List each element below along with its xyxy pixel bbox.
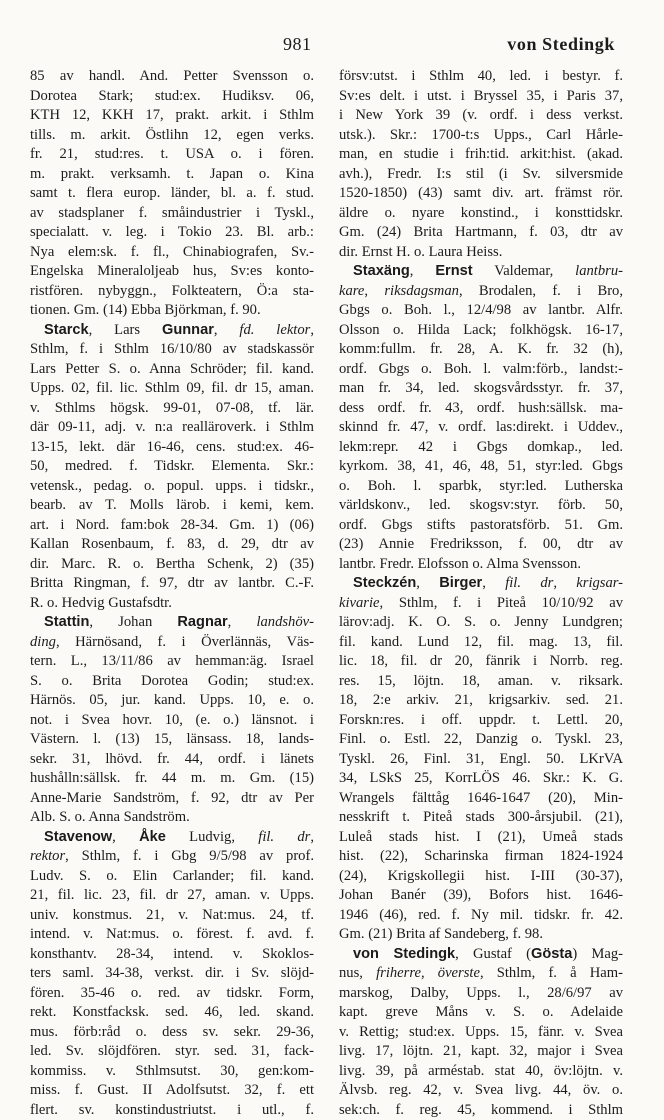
- text-line: 18, 2:e arkiv. 21, krigsarkiv. sed. 21.: [339, 691, 623, 711]
- text-line: ding, Härnösand, f. i Överlännäs, Väs-: [30, 633, 314, 653]
- text-line: m. prakt. verksamh. t. Japan o. Kina: [30, 165, 314, 185]
- text-line: konsthantv. 28-34, intend. v. Skoklos-: [30, 945, 314, 965]
- text-line: nesskrift t. Piteå stads 300-årsjubil. (21),: [339, 808, 623, 828]
- text-line: Alb. S. o. Anna Sandström.: [30, 808, 314, 828]
- text-line: Tyskl. 26, Finl. 31, Engl. 50. LKrVA: [339, 750, 623, 770]
- text-line: Johan Banér (39), Bofors hist. 1646-: [339, 886, 623, 906]
- text-line: Sthlm, f. i Sthlm 16/10/80 av stadskassör: [30, 340, 314, 360]
- text-line: Luleå stads hist. I (21), Umeå stads: [339, 828, 623, 848]
- text-line: Lars Petter S. o. Anna Schröder; fil. kand.: [30, 360, 314, 380]
- text-line: kapt. greve Måns v. S. o. Adelaide: [339, 1003, 623, 1023]
- text-line: specialatt. v. leg. i Tokio 23. Bl. arb.:: [30, 223, 314, 243]
- text-line: Ludv. S. o. Elin Carlander; fil. kand.: [30, 867, 314, 887]
- text-line: Anne-Marie Sandström, f. 92, dtr av Per: [30, 789, 314, 809]
- text-line: flert. sv. konstindustriutst. i utl., f.: [30, 1101, 314, 1120]
- text-line: Upps. 02, fil. lic. Sthlm 09, fil. dr 15, aman.: [30, 379, 314, 399]
- text-line: nus, friherre, överste, Sthlm, f. å Ham-: [339, 964, 623, 984]
- text-line: Finl. o. Estl. 22, Danzig o. Tyskl. 23,: [339, 730, 623, 750]
- text-line: intend. v. Nat:mus. o. förest. f. avd. f.: [30, 925, 314, 945]
- page-number: 981: [283, 34, 312, 55]
- text-line: rekt. Konstfacksk. sed. 46, led. skand.: [30, 1003, 314, 1023]
- text-line: Staxäng, Ernst Valdemar, lantbru-: [339, 262, 623, 282]
- text-line: von Stedingk, Gustaf (Gösta) Mag-: [339, 945, 623, 965]
- text-line: samt t. flera europ. länder, bl. a. f. stud.: [30, 184, 314, 204]
- text-line: rektor, Sthlm, f. i Gbg 9/5/98 av prof.: [30, 847, 314, 867]
- text-line: S. o. Brita Dorotea Godin; stud:ex.: [30, 672, 314, 692]
- right-column: [339, 67, 623, 1120]
- text-line: miss. f. Gust. II Adolfsutst. 32, f. ett: [30, 1081, 314, 1101]
- text-line: avh.), Fredr. I:s stil (i Sv. silversmide: [339, 165, 623, 185]
- text-line: ordf. Gbgs stifts pastoratsförb. 51. Gm.: [339, 516, 623, 536]
- text-line: (24), Krigskollegii hist. I-III (30-37),: [339, 867, 623, 887]
- text-line: fören. 35-46 o. red. av tidskr. Form,: [30, 984, 314, 1004]
- text-line: res. 15, löjtn. 18, aman. v. riksark.: [339, 672, 623, 692]
- text-line: kivarie, Sthlm, f. i Piteå 10/10/92 av: [339, 594, 623, 614]
- text-line: o. Boh. l. sparbk, styr:led. Lutherska: [339, 477, 623, 497]
- text-line: försv:utst. i Sthlm 40, led. i bestyr. f.: [339, 67, 623, 87]
- text-line: kommiss. v. Sthlmsutst. 30, gen:kom-: [30, 1062, 314, 1082]
- text-line: 13-15, lekt. där 16-46, cens. stud:ex. 46-: [30, 438, 314, 458]
- text-line: lärov:adj. K. O. S. o. Jenny Lundgren;: [339, 613, 623, 633]
- page-header: [0, 34, 664, 58]
- text-line: 1520-1850) (43) samt div. art. främst rör.: [339, 184, 623, 204]
- text-line: äldre o. nyare konstind., i konsttidskr.: [339, 204, 623, 224]
- text-line: tills. m. arkit. Östlihn 12, egen verks.: [30, 126, 314, 146]
- text-line: Stattin, Johan Ragnar, landshöv-: [30, 613, 314, 633]
- text-line: hist. (22), Scharinska firman 1824-1924: [339, 847, 623, 867]
- text-line: Gm. (21) Brita af Sandeberg, f. 98.: [339, 925, 623, 945]
- text-line: v. Rettig; stud:ex. Upps. 15, fänr. v. Svea: [339, 1023, 623, 1043]
- text-line: Dorotea Stark; stud:ex. Hudiksv. 06,: [30, 87, 314, 107]
- text-line: av stadsplaner f. småindustrier i Tyskl.,: [30, 204, 314, 224]
- text-line: lekm:repr. 42 i Gbgs domkap., led.: [339, 438, 623, 458]
- text-line: (23) Annie Fredriksson, f. 00, dtr av: [339, 535, 623, 555]
- text-line: mus. förb:råd o. dess sv. sekr. 29-36,: [30, 1023, 314, 1043]
- text-line: marskog, Dalby, Upps. l., 28/6/97 av: [339, 984, 623, 1004]
- text-line: led. Sv. slöjdfören. styr. sed. 31, fack-: [30, 1042, 314, 1062]
- text-line: Wrangels fälttåg 1646-1647 (20), Min-: [339, 789, 623, 809]
- text-line: kare, riksdagsman, Brodalen, f. i Bro,: [339, 282, 623, 302]
- text-line: 21, fil. lic. 23, fil. dr 27, aman. v. Upps.: [30, 886, 314, 906]
- text-line: dir. Ernst H. o. Laura Heiss.: [339, 243, 623, 263]
- text-line: i New York 39 (v. ordf. i dess verkst.: [339, 106, 623, 126]
- text-line: utsk.). Skr.: 1700-t:s Upps., Carl Hårle-: [339, 126, 623, 146]
- text-line: tern. L., 13/11/86 av hemman:äg. Israel: [30, 652, 314, 672]
- text-line: Britta Ringman, f. 97, dtr av lantbr. C.-F.: [30, 574, 314, 594]
- text-line: tionen. Gm. (14) Ebba Björkman, f. 90.: [30, 301, 314, 321]
- left-column: [30, 67, 314, 1120]
- text-line: Olsson o. Hilda Lack; folkhögsk. 16-17,: [339, 321, 623, 341]
- text-line: KTH 12, KKH 17, prakt. arkit. i Sthlm: [30, 106, 314, 126]
- text-line: not. i Svea hovr. 10, (e. o.) länsnot. i: [30, 711, 314, 731]
- text-line: skinnd fr. 47, v. ordf. las:direkt. i Uddev.,: [339, 418, 623, 438]
- text-line: lic. 18, fil. dr 20, fänrik i Norrb. reg.: [339, 652, 623, 672]
- text-line: livg. 39, på arméstab. stat 40, öv:löjtn. v.: [339, 1062, 623, 1082]
- text-line: art. i Nord. fam:bok 28-34. Gm. 1) (06): [30, 516, 314, 536]
- text-line: 50, medred. f. Tidskr. Elementa. Skr.:: [30, 457, 314, 477]
- text-line: ordf. Gbgs o. Boh. l. valm:förb., landst:-: [339, 360, 623, 380]
- text-line: Västern. l. (13) 15, länsass. 18, lands-: [30, 730, 314, 750]
- text-line: ristfören. nybyggn., Folkteatern, Ö:a sta-: [30, 282, 314, 302]
- text-line: Älvsb. reg. 42, v. Svea livg. 44, öv. o.: [339, 1081, 623, 1101]
- text-line: 1946 (46), red. f. Ny mil. tidskr. fr. 42.: [339, 906, 623, 926]
- text-line: 85 av handl. And. Petter Svensson o.: [30, 67, 314, 87]
- text-line: Stavenow, Åke Ludvig, fil. dr,: [30, 828, 314, 848]
- text-line: Kallan Rosenbaum, f. 83, d. 29, dtr av: [30, 535, 314, 555]
- text-line: 34, LSkS 25, KorrLÖS 46. Skr.: K. G.: [339, 769, 623, 789]
- text-line: bearb. av T. Molls lärob. i kemi, kem.: [30, 496, 314, 516]
- text-line: hushålln:sällsk. fr. 44 m. m. Gm. (15): [30, 769, 314, 789]
- text-line: fr. 21, stud:res. t. USA o. i fören.: [30, 145, 314, 165]
- text-line: Sv:es delt. i utst. i Bryssel 35, i Paris 37,: [339, 87, 623, 107]
- text-line: man fr. 34, led. skogsvårdsstyr. fr. 37,: [339, 379, 623, 399]
- text-line: Gm. (24) Brita Hartmann, f. 03, dtr av: [339, 223, 623, 243]
- text-line: fil. kand. Lund 12, fil. mag. 13, fil.: [339, 633, 623, 653]
- text-line: där 09-11, adj. v. n:a realläroverk. i Sthlm: [30, 418, 314, 438]
- text-line: univ. konstmus. 21, v. Nat:mus. 24, tf.: [30, 906, 314, 926]
- text-line: sek:ch. f. reg. 45, kommend. i Sthlm: [339, 1101, 623, 1120]
- text-line: lantbr. Fredr. Elofsson o. Alma Svensson.: [339, 555, 623, 575]
- running-head: von Stedingk: [507, 34, 615, 55]
- text-line: världskonv., led. skogsv:styr. förb. 50,: [339, 496, 623, 516]
- text-line: kyrkom. 38, 41, 46, 48, 51, styr:led. Gbgs: [339, 457, 623, 477]
- text-line: ters saml. 34-38, verkst. dir. i Sv. slöjd-: [30, 964, 314, 984]
- text-line: R. o. Hedvig Gustafsdtr.: [30, 594, 314, 614]
- text-line: Steckzén, Birger, fil. dr, krigsar-: [339, 574, 623, 594]
- text-line: v. Sthlms högsk. 99-01, 07-08, tf. lär.: [30, 399, 314, 419]
- text-line: Engelska Mineraloljeab hus, Sv:es konto-: [30, 262, 314, 282]
- text-line: Härnös. 05, jur. kand. Upps. 10, e. o.: [30, 691, 314, 711]
- text-line: man, en studie i frih:tid. arkit:hist. (akad.: [339, 145, 623, 165]
- text-line: dess ordf. fr. 43, ordf. hush:sällsk. ma-: [339, 399, 623, 419]
- text-line: dir. Marc. R. o. Bertha Schenk, 2) (35): [30, 555, 314, 575]
- text-line: Gbgs o. Boh. l., 12/4/98 av lantbr. Alfr.: [339, 301, 623, 321]
- text-line: Starck, Lars Gunnar, fd. lektor,: [30, 321, 314, 341]
- text-line: vetensk., pedag. o. popul. upps. i tidskr.,: [30, 477, 314, 497]
- text-line: komm:fullm. fr. 28, A. K. fr. 32 (h),: [339, 340, 623, 360]
- text-line: livg. 17, löjtn. 21, kapt. 32, major i Svea: [339, 1042, 623, 1062]
- text-line: Nya elem:sk. f. fl., Chinabiografen, Sv.-: [30, 243, 314, 263]
- text-line: Forskn:res. i off. uppdr. t. Lettl. 20,: [339, 711, 623, 731]
- text-line: sekr. 31, lhövd. fr. 44, ordf. i länets: [30, 750, 314, 770]
